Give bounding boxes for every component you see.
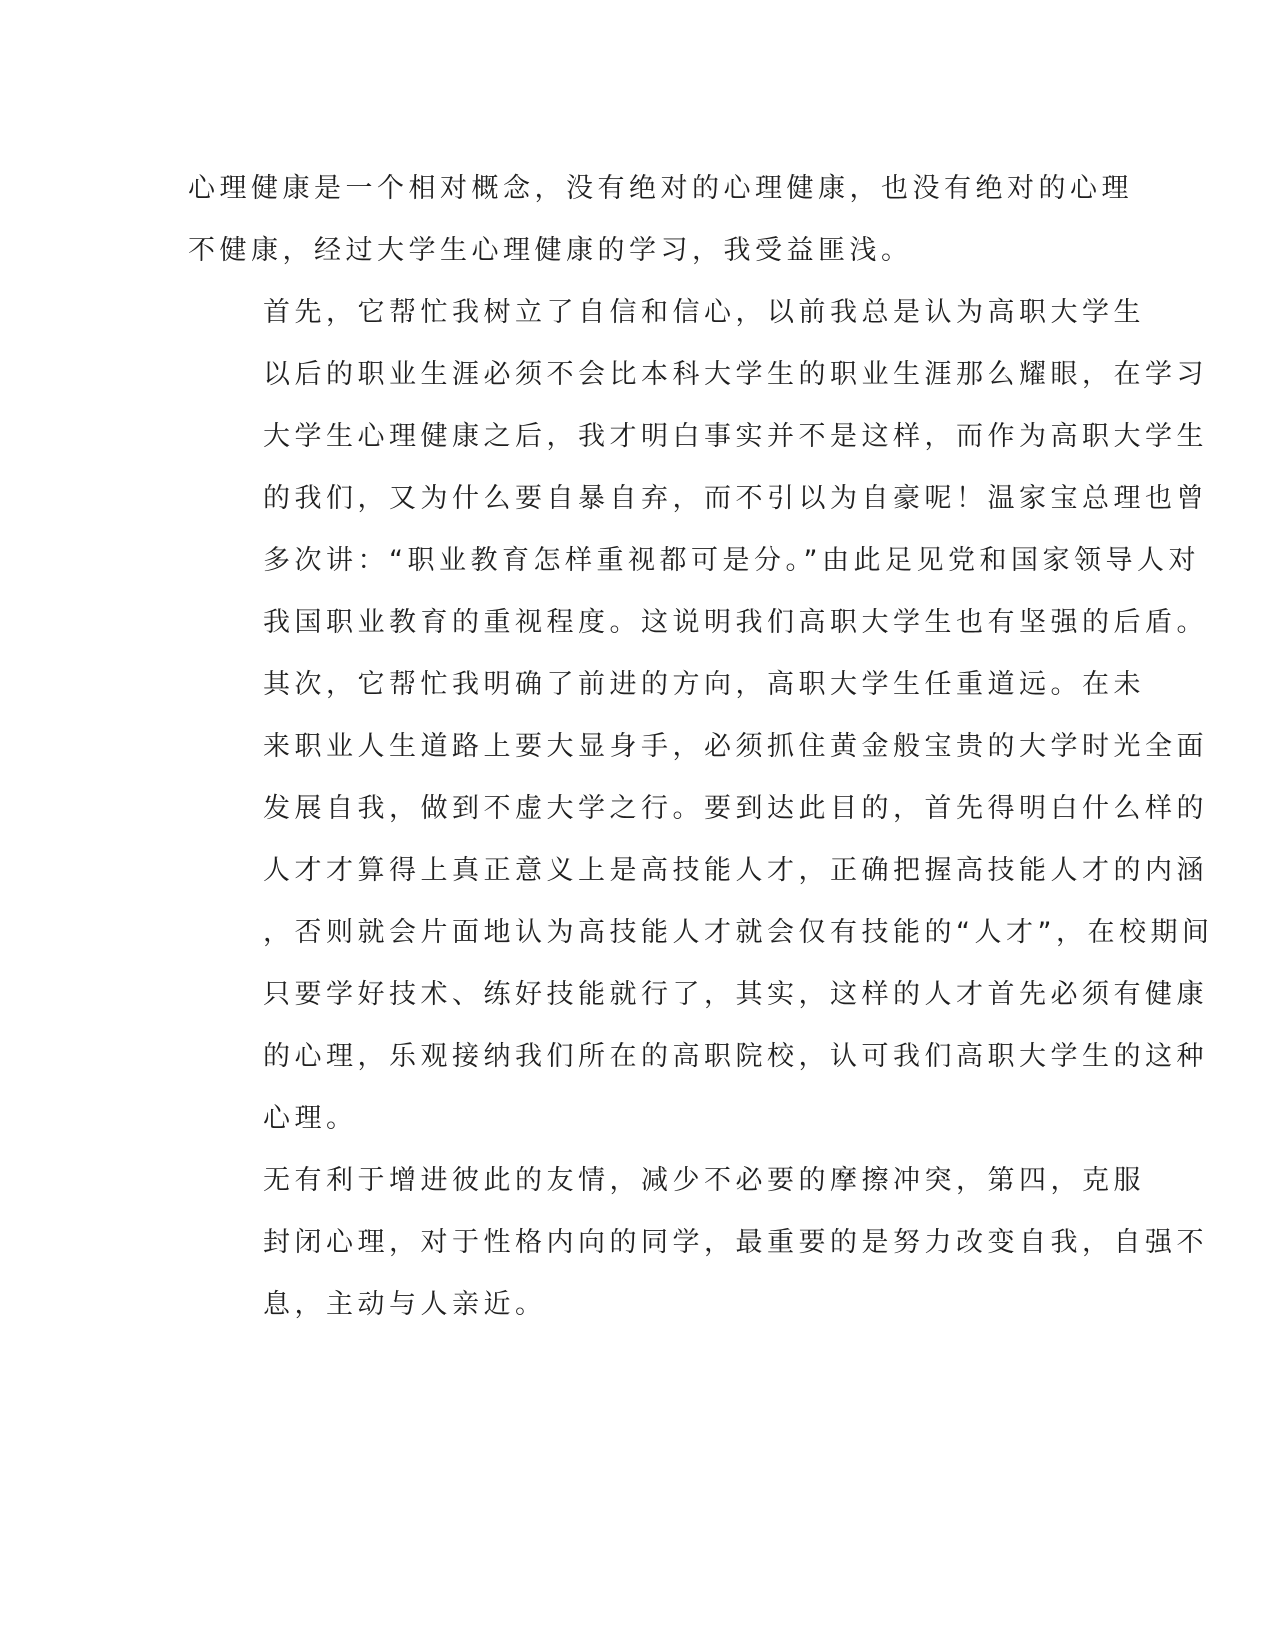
text-line: 以后的职业生涯必须不会比本科大学生的职业生涯那么耀眼，在学习 [263, 359, 1208, 390]
text-line: 心理健康是一个相对概念，没有绝对的心理健康，也没有绝对的心理 [188, 173, 1133, 204]
text-line: 心理。 [263, 1103, 358, 1134]
text-line: 的心理，乐观接纳我们所在的高职院校，认可我们高职大学生的这种 [263, 1041, 1208, 1072]
text-line: 大学生心理健康之后，我才明白事实并不是这样，而作为高职大学生 [263, 421, 1208, 452]
paragraph-3 [188, 654, 1214, 1150]
text-line: 只要学好技术、练好技能就行了，其实，这样的人才首先必须有健康 [263, 979, 1208, 1010]
text-line: 息，主动与人亲近。 [263, 1289, 547, 1320]
text-line: 我国职业教育的重视程度。这说明我们高职大学生也有坚强的后盾。 [263, 607, 1208, 638]
text-line: 不健康，经过大学生心理健康的学习，我受益匪浅。 [188, 235, 913, 266]
text-line: 首先，它帮忙我树立了自信和信心，以前我总是认为高职大学生 [263, 297, 1145, 328]
text-line: 多次讲：“职业教育怎样重视都可是分。”由此足见党和国家领导人对 [263, 545, 1200, 576]
text-line: ，否则就会片面地认为高技能人才就会仅有技能的“人才”，在校期间 [263, 917, 1214, 948]
paragraph-2 [188, 282, 1208, 654]
text-line: 来职业人生道路上要大显身手，必须抓住黄金般宝贵的大学时光全面 [263, 731, 1208, 762]
text-line: 发展自我，做到不虚大学之行。要到达此目的，首先得明白什么样的 [263, 793, 1208, 824]
text-line: 其次，它帮忙我明确了前进的方向，高职大学生任重道远。在未 [263, 669, 1145, 700]
text-line: 人才才算得上真正意义上是高技能人才，正确把握高技能人才的内涵 [263, 855, 1208, 886]
text-line: 封闭心理，对于性格内向的同学，最重要的是努力改变自我，自强不 [263, 1227, 1208, 1258]
paragraph-4 [188, 1150, 1208, 1336]
paragraph-1 [188, 158, 1133, 282]
text-line: 无有利于增进彼此的友情，减少不必要的摩擦冲突，第四，克服 [263, 1165, 1145, 1196]
document-body [188, 158, 1214, 1336]
text-line: 的我们，又为什么要自暴自弃，而不引以为自豪呢！温家宝总理也曾 [263, 483, 1208, 514]
